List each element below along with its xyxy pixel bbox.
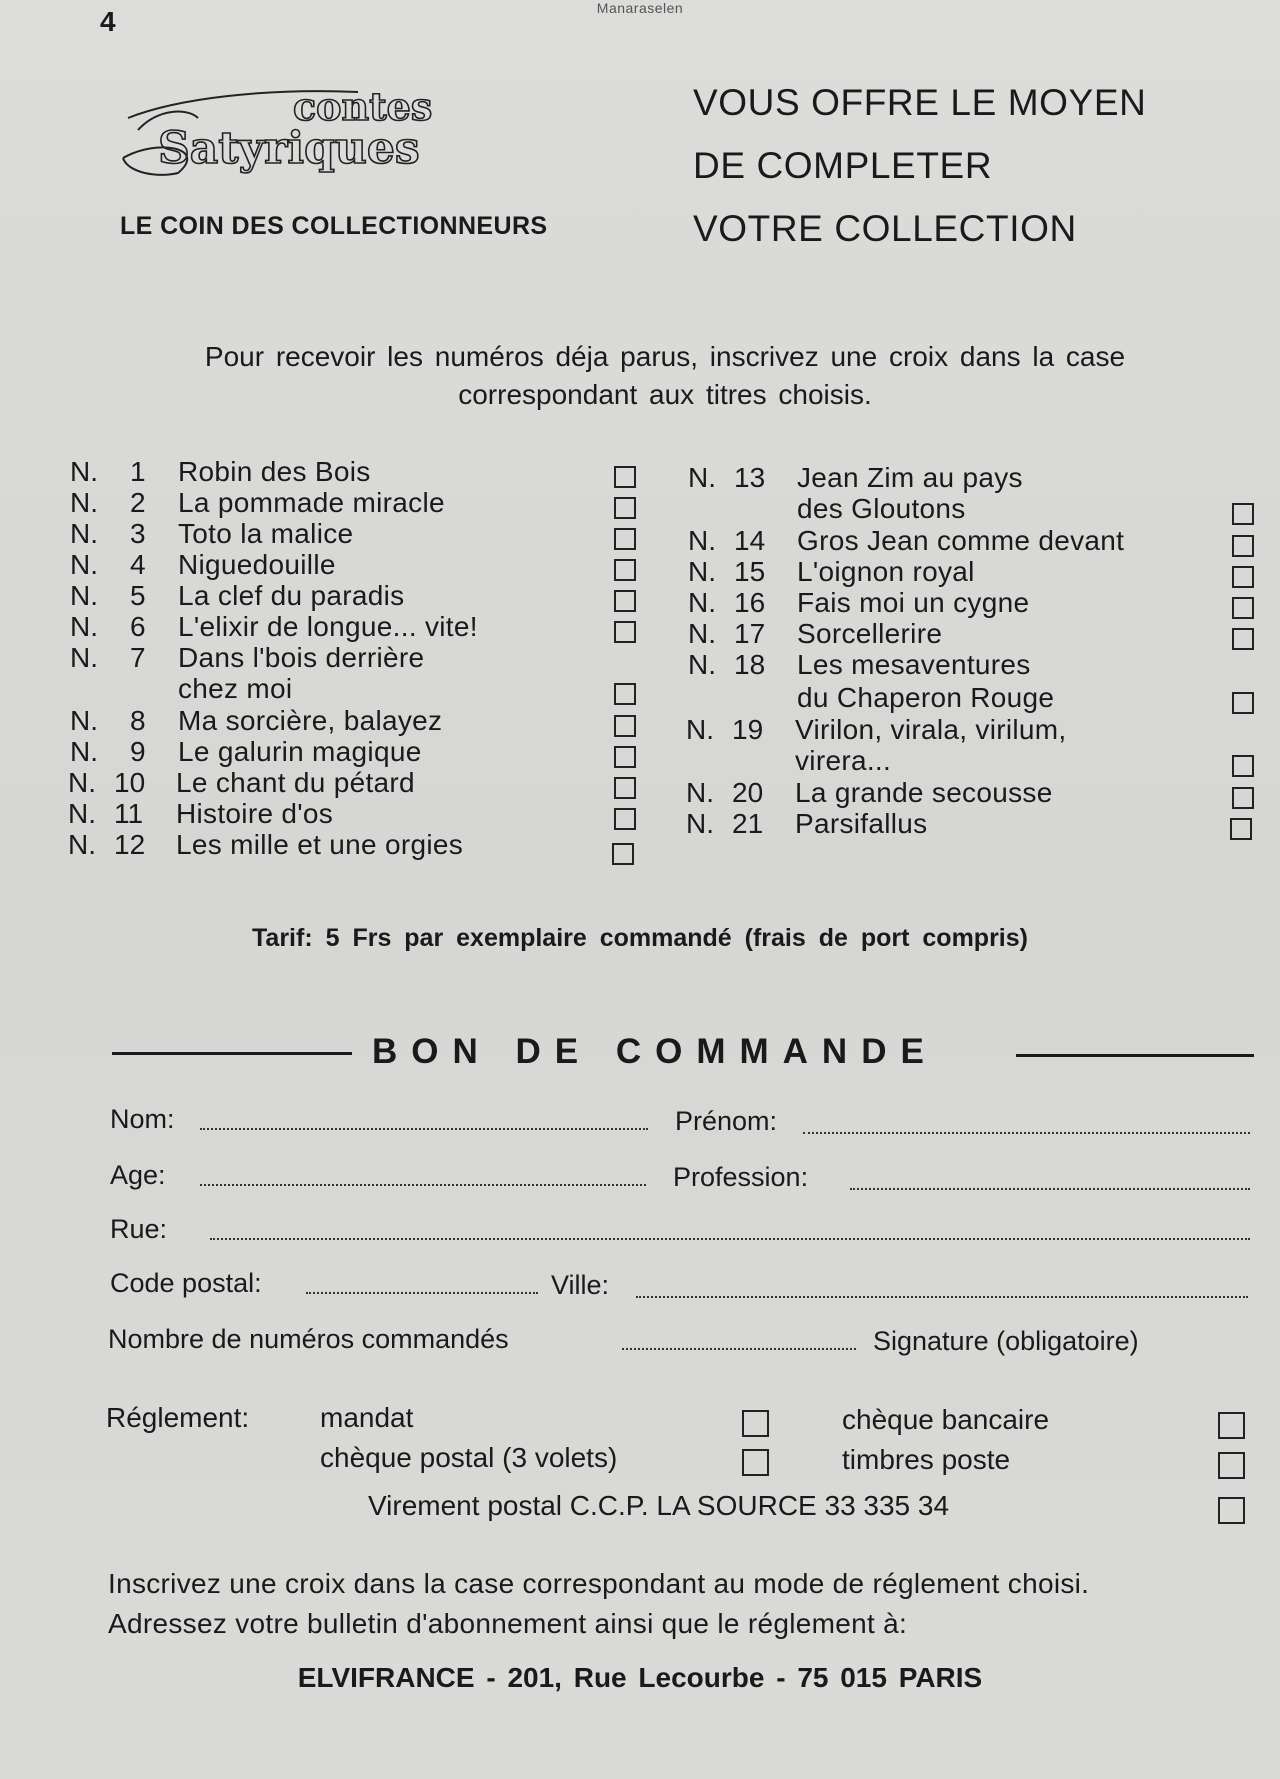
offer-line-3: VOTRE COLLECTION	[693, 208, 1077, 249]
signature-label: Signature (obligatoire)	[873, 1326, 1139, 1356]
issue-title: Toto la malice	[178, 518, 354, 549]
issue-title: Fais moi un cygne	[797, 587, 1030, 618]
rue-field[interactable]	[210, 1238, 1250, 1240]
profession-field[interactable]	[850, 1188, 1250, 1190]
issue-title: La grande secousse	[795, 777, 1053, 808]
cheque-postal-label: chèque postal (3 volets)	[320, 1442, 618, 1473]
nombre-field[interactable]	[622, 1348, 856, 1350]
issue-checkbox[interactable]	[614, 621, 636, 643]
issue-number: 20	[732, 777, 764, 808]
issue-checkbox[interactable]	[1232, 597, 1254, 619]
issue-title-continued: chez moi	[178, 673, 293, 704]
issue-title: Gros Jean comme devant	[797, 525, 1125, 556]
issue-number: 15	[734, 556, 766, 587]
issue-number: 13	[734, 462, 766, 493]
issue-title-continued: virera...	[795, 745, 892, 776]
ville-label: Ville:	[551, 1270, 610, 1300]
issue-checkbox[interactable]	[614, 777, 636, 799]
instruction-line-2: Adressez votre bulletin d'abonnement ainsi que le réglement à:	[108, 1608, 908, 1639]
issue-checkbox[interactable]	[1232, 787, 1254, 809]
issue-number: 5	[130, 580, 146, 611]
issue-prefix: N.	[70, 580, 98, 611]
issue-prefix: N.	[68, 767, 96, 798]
issue-title-continued: des Gloutons	[797, 493, 966, 524]
mailing-address: ELVIFRANCE - 201, Rue Lecourbe - 75 015 PARIS	[297, 1662, 983, 1693]
issue-prefix: N.	[686, 808, 714, 839]
intro-text: Pour recevoir les numéros déja parus, inscrivez une croix dans la case correspondant aux titres choisis.	[204, 341, 1126, 410]
virement-checkbox[interactable]	[1218, 1497, 1245, 1524]
issue-prefix: N.	[688, 587, 716, 618]
code-postal-field[interactable]	[306, 1292, 538, 1294]
issue-prefix: N.	[688, 556, 716, 587]
issue-checkbox[interactable]	[614, 466, 636, 488]
issue-checkbox[interactable]	[1232, 692, 1254, 714]
contes-satyriques-logo	[118, 78, 568, 178]
issue-prefix: N.	[686, 714, 714, 745]
issue-title: L'oignon royal	[797, 556, 975, 587]
timbres-label: timbres poste	[842, 1444, 1011, 1475]
mandat-label: mandat	[320, 1402, 414, 1433]
issue-title: Virilon, virala, virilum,	[795, 714, 1067, 745]
watermark: Manaraselen	[596, 0, 684, 16]
issue-title: Niguedouille	[178, 549, 336, 580]
issue-prefix: N.	[70, 705, 98, 736]
section-title: LE COIN DES COLLECTIONNEURS	[120, 212, 548, 240]
issue-number: 16	[734, 587, 766, 618]
issue-checkbox[interactable]	[614, 683, 636, 705]
code-postal-label: Code postal:	[110, 1268, 262, 1298]
issue-title: Le chant du pétard	[176, 767, 415, 798]
issue-prefix: N.	[688, 649, 716, 680]
issue-checkbox[interactable]	[614, 808, 636, 830]
nombre-label: Nombre de numéros commandés	[108, 1324, 509, 1354]
issue-title: Dans l'bois derrière	[178, 642, 425, 673]
issue-checkbox[interactable]	[614, 715, 636, 737]
issue-number: 3	[130, 518, 146, 549]
issue-prefix: N.	[68, 829, 96, 860]
ville-field[interactable]	[636, 1296, 1248, 1298]
issue-checkbox[interactable]	[614, 497, 636, 519]
age-label: Age:	[110, 1160, 166, 1190]
issue-checkbox[interactable]	[1232, 566, 1254, 588]
timbres-checkbox[interactable]	[1218, 1452, 1245, 1479]
issue-title: Sorcellerire	[797, 618, 943, 649]
price-note: Tarif: 5 Frs par exemplaire commandé (frais de port compris)	[252, 924, 1028, 952]
issue-checkbox[interactable]	[614, 746, 636, 768]
offer-line-1: VOUS OFFRE LE MOYEN	[693, 82, 1147, 123]
issue-prefix: N.	[688, 618, 716, 649]
issue-prefix: N.	[70, 642, 98, 673]
issue-number: 2	[130, 487, 146, 518]
issue-title: La pommade miracle	[178, 487, 445, 518]
issue-number: 12	[114, 829, 146, 860]
logo-word-contes: contes	[293, 84, 433, 129]
issue-prefix: N.	[688, 462, 716, 493]
logo-word-satyriques: Satyriques	[158, 123, 420, 174]
issue-number: 1	[130, 456, 146, 487]
issue-prefix: N.	[70, 611, 98, 642]
issue-title-continued: du Chaperon Rouge	[797, 682, 1055, 713]
issue-title: Ma sorcière, balayez	[178, 705, 443, 736]
issue-title: Robin des Bois	[178, 456, 371, 487]
prenom-label: Prénom:	[675, 1106, 778, 1136]
issue-number: 14	[734, 525, 766, 556]
issue-prefix: N.	[70, 518, 98, 549]
issue-title: Les mille et une orgies	[176, 829, 464, 860]
virement-label: Virement postal C.C.P. LA SOURCE 33 335 34	[368, 1490, 950, 1521]
issue-prefix: N.	[686, 777, 714, 808]
heading-rule-right	[1016, 1054, 1254, 1057]
issue-checkbox[interactable]	[614, 528, 636, 550]
age-field[interactable]	[200, 1184, 646, 1186]
instruction-line-1: Inscrivez une croix dans la case correspondant au mode de réglement choisi.	[108, 1568, 1090, 1599]
issue-prefix: N.	[688, 525, 716, 556]
issue-checkbox[interactable]	[1230, 818, 1252, 840]
prenom-field[interactable]	[803, 1132, 1250, 1134]
issue-number: 17	[734, 618, 766, 649]
issue-title: Jean Zim au pays	[797, 462, 1023, 493]
issue-prefix: N.	[70, 736, 98, 767]
issue-number: 6	[130, 611, 146, 642]
issue-checkbox[interactable]	[612, 843, 634, 865]
issue-number: 7	[130, 642, 146, 673]
issue-title: Les mesaventures	[797, 649, 1031, 680]
issue-number: 21	[732, 808, 764, 839]
nom-field[interactable]	[200, 1128, 648, 1130]
issue-number: 4	[130, 549, 146, 580]
cheque-bancaire-checkbox[interactable]	[1218, 1412, 1245, 1439]
cheque-postal-checkbox[interactable]	[742, 1449, 769, 1476]
page-number: 4	[100, 6, 116, 37]
mandat-checkbox[interactable]	[742, 1410, 769, 1437]
issue-prefix: N.	[70, 487, 98, 518]
issue-number: 9	[130, 736, 146, 767]
profession-label: Profession:	[673, 1162, 809, 1192]
offer-line-2: DE COMPLETER	[693, 145, 993, 186]
issue-number: 8	[130, 705, 146, 736]
rue-label: Rue:	[110, 1214, 168, 1244]
issue-checkbox[interactable]	[1232, 755, 1254, 777]
nom-label: Nom:	[110, 1104, 175, 1134]
issue-title: La clef du paradis	[178, 580, 405, 611]
order-form-heading: BON DE COMMANDE	[372, 1032, 938, 1071]
issue-checkbox[interactable]	[1232, 628, 1254, 650]
issue-checkbox[interactable]	[614, 590, 636, 612]
heading-rule-left	[112, 1052, 352, 1055]
issue-title: Parsifallus	[795, 808, 928, 839]
issue-title: Le galurin magique	[178, 736, 422, 767]
issue-checkbox[interactable]	[1232, 535, 1254, 557]
issue-number: 11	[114, 798, 144, 829]
payment-label: Réglement:	[106, 1402, 250, 1433]
issue-prefix: N.	[70, 549, 98, 580]
issue-prefix: N.	[70, 456, 98, 487]
issue-checkbox[interactable]	[614, 559, 636, 581]
cheque-bancaire-label: chèque bancaire	[842, 1404, 1050, 1435]
issue-prefix: N.	[68, 798, 96, 829]
issue-number: 19	[732, 714, 764, 745]
issue-title: Histoire d'os	[176, 798, 334, 829]
issue-checkbox[interactable]	[1232, 503, 1254, 525]
issue-number: 10	[114, 767, 146, 798]
issue-number: 18	[734, 649, 766, 680]
issue-title: L'elixir de longue... vite!	[178, 611, 478, 642]
